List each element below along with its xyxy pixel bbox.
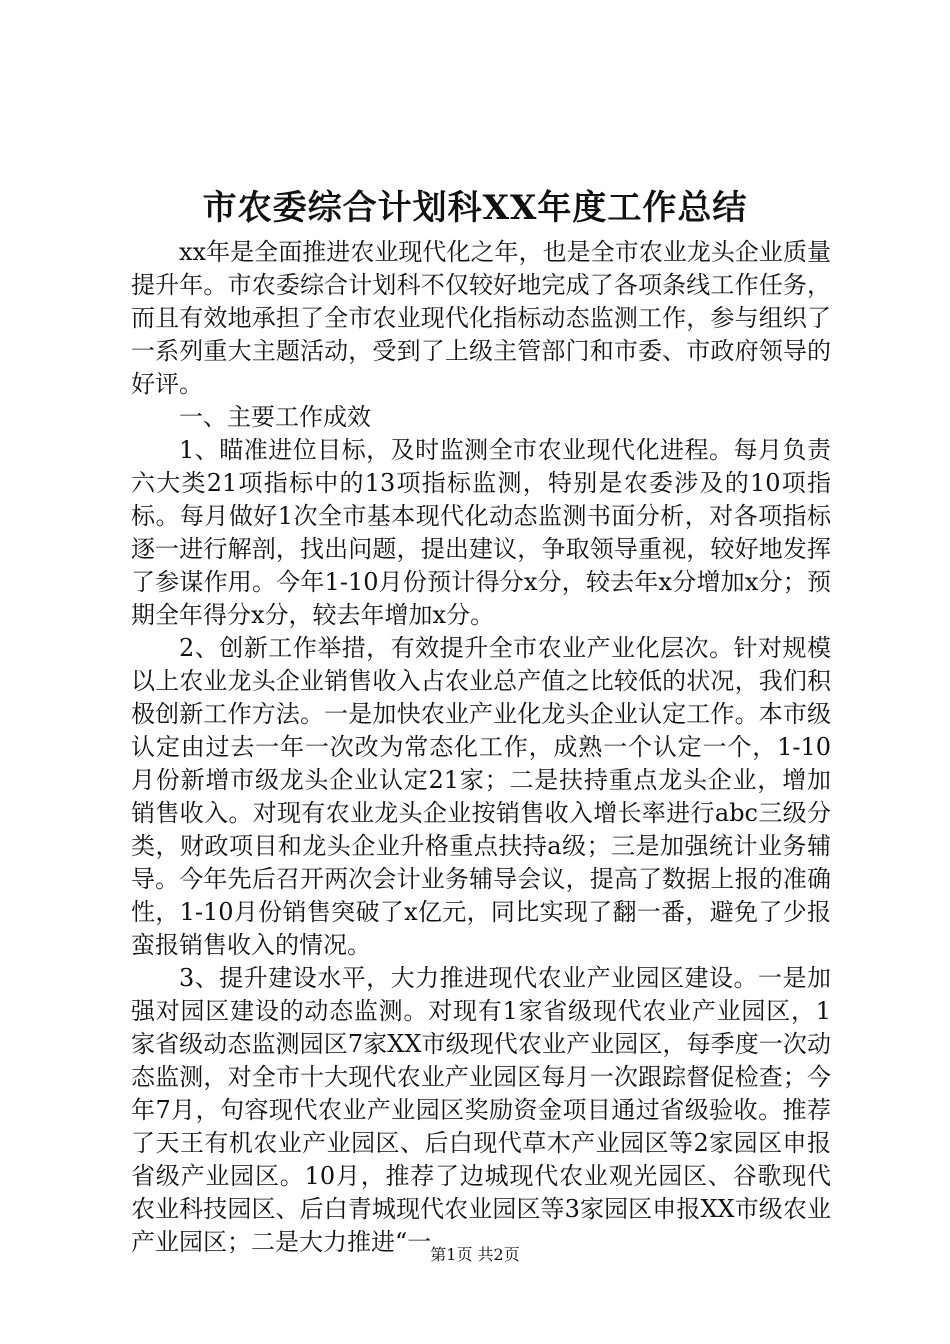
page-number-footer: 第1页 共2页 <box>430 1245 520 1264</box>
paragraph-item-3: 3、提升建设水平，大力推进现代农业产业园区建设。一是加强对园区建设的动态监测。对现有1家省级现代农业产业园区，1家省级动态监测园区7家XX市级现代农业产业园区，每季度一次动态监测，对全市十大现代农业产业园区每月一次跟踪督促检查；今年7月，句容现代农业产业园区奖励资金项目通过省级验收。推荐了天王有机农业产业园区、后白现代草木产业园区等2家园区申报省级产业园区。10月，推荐了边城现代农业观光园区、谷歌现代农业科技园区、后白青城现代农业园区等3家园区申报XX市级农业产业园区；二是大力推进“一 <box>131 964 831 1256</box>
document-body <box>131 236 831 1259</box>
paragraph-intro: xx年是全面推进农业现代化之年，也是全市农业龙头企业质量提升年。市农委综合计划科不仅较好地完成了各项条线工作任务，而且有效地承担了全市农业现代化指标动态监测工作，参与组织了一系列重大主题活动，受到了上级主管部门和市委、市政府领导的好评。 <box>131 238 831 398</box>
document-title: 市农委综合计划科XX年度工作总结 <box>202 188 748 228</box>
paragraph-item-2: 2、创新工作举措，有效提升全市农业产业化层次。针对规模以上农业龙头企业销售收入占农业总产值之比较低的状况，我们积极创新工作方法。一是加快农业产业化龙头企业认定工作。本市级认定由过去一年一次改为常态化工作，成熟一个认定一个，1-10月份新增市级龙头企业认定21家；二是扶持重点龙头企业，增加销售收入。对现有农业龙头企业按销售收入增长率进行abc三级分类，财政项目和龙头企业升格重点扶持a级；三是加强统计业务辅导。今年先后召开两次会计业务辅导会议，提高了数据上报的准确性，1-10月份销售突破了x亿元，同比实现了翻一番，避免了少报蛮报销售收入的情况。 <box>131 634 831 959</box>
section-heading: 一、主要工作成效 <box>179 403 371 431</box>
paragraph-item-1: 1、瞄准进位目标，及时监测全市农业现代化进程。每月负责六大类21项指标中的13项指标监测，特别是农委涉及的10项指标。每月做好1次全市基本现代化动态监测书面分析，对各项指标逐一进行解剖，找出问题，提出建议，争取领导重视，较好地发挥了参谋作用。今年1-10月份预计得分x分，较去年x分增加x分；预期全年得分x分，较去年增加x分。 <box>131 436 831 629</box>
